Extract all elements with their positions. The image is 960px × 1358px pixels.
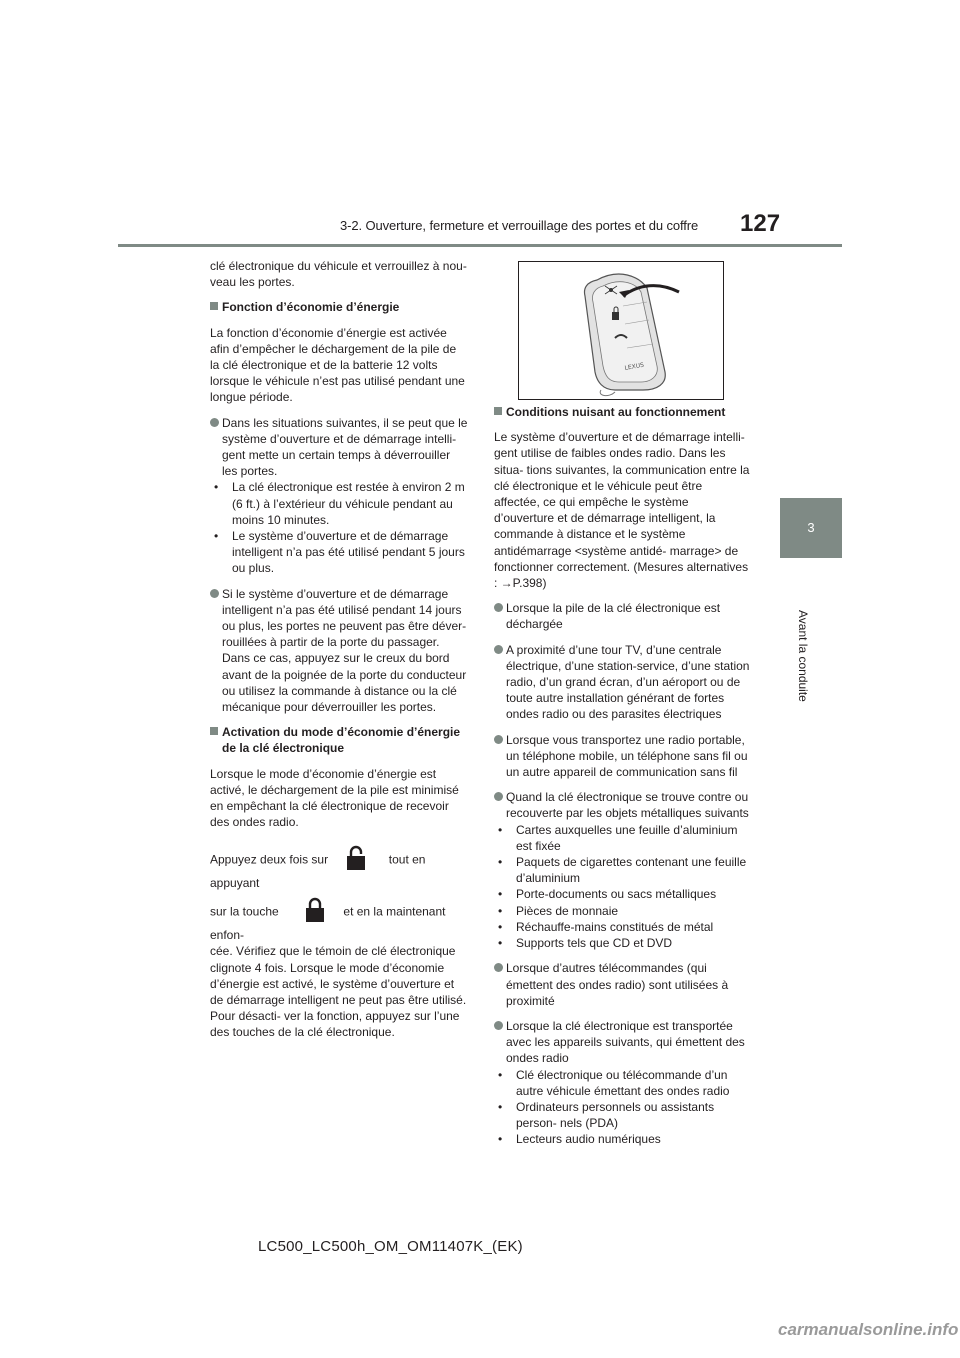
sub-item: • Pièces de monnaie: [494, 903, 750, 919]
round-bullet-item: [494, 732, 750, 781]
electronic-key-image: [519, 262, 723, 399]
sub-item: • Paquets de cigarettes contenant une feuille d’aluminium: [494, 854, 750, 886]
sub-item: • Cartes auxquelles une feuille d’aluminium est fixée: [494, 822, 750, 854]
chapter-tab: 3: [780, 498, 842, 558]
paragraph: Lorsque le mode d’économie d’énergie est activé, le déchargement de la pile est minimisé en empêchant la clé électronique de recevoir des ondes radio.: [210, 766, 459, 830]
header-title: 3-2. Ouverture, fermeture et verrouillage des portes et du coffre: [340, 218, 699, 233]
round-bullet-item: [494, 1018, 750, 1148]
round-bullet-icon: [210, 418, 219, 427]
bullet-text: Dans les situations suivantes, il se peut que le système d’ouverture et de démarrage intelli- gent mette un certain temps à déverrouiller les portes.: [222, 415, 468, 479]
square-bullet-icon: [494, 407, 502, 415]
watermark: carmanualsonline.info: [778, 1320, 959, 1339]
bullet-text: Lorsque la pile de la clé électronique est déchargée: [506, 601, 721, 632]
footer-code: LC500_LC500h_OM_OM11407K_(EK): [258, 1238, 523, 1255]
section-heading: [210, 724, 468, 756]
round-bullet-item: [210, 586, 468, 716]
bullet-text: Lorsque d’autres télécommandes (qui émettent des ondes radio) sont utilisées à proximité: [506, 961, 729, 1008]
left-column: [210, 258, 468, 1050]
round-bullet-item: [494, 642, 750, 723]
key-illustration: [518, 261, 724, 400]
round-bullet-item: [494, 600, 750, 632]
instruction-text: sur la touche: [210, 904, 279, 919]
heading-text: Activation du mode d’économie d’énergie de la clé électronique: [222, 725, 461, 756]
round-bullet-icon: [210, 589, 219, 598]
bullet-text: Lorsque la clé électronique est transportée avec les appareils suivants, qui émettent des ondes radio: [506, 1018, 745, 1066]
header-rule: [118, 244, 842, 247]
round-bullet-item: [494, 960, 750, 1009]
bullet-text: Quand la clé électronique se trouve contre ou recouverte par les objets métalliques suivants: [506, 790, 749, 821]
instruction-line: [210, 845, 468, 891]
sub-item: • Lecteurs audio numériques: [494, 1131, 750, 1147]
lock-icon: [345, 845, 367, 875]
instruction-text: Appuyez deux fois sur: [210, 851, 329, 866]
instruction-line: [210, 897, 468, 943]
sub-item: • La clé électronique est restée à environ 2 m (6 ft.) à l’extérieur du véhicule pendant au moins 10 minutes.: [210, 479, 468, 528]
sub-list: [210, 479, 468, 576]
square-bullet-icon: [210, 727, 218, 735]
bullet-text: A proximité d’une tour TV, d’une centrale électrique, d’une station-service, d’une station radio, d’un grand écran, d’un aéroport ou de toute autre installation générant de fortes ondes radio ou des parasites électriques: [506, 642, 750, 722]
svg-text:LEXUS: LEXUS: [624, 361, 645, 372]
round-bullet-icon: [494, 645, 503, 654]
sub-item: • Ordinateurs personnels ou assistants person- nels (PDA): [494, 1099, 750, 1131]
heading-text: Conditions nuisant au fonctionnement: [506, 405, 726, 419]
lock-icon: [304, 897, 326, 927]
instruction-text: tout en appuyant: [210, 851, 426, 890]
sub-item: • Le système d’ouverture et de démarrage intelligent n’a pas été utilisé pendant 5 jours ou plus.: [210, 528, 468, 577]
round-bullet-item: [210, 415, 468, 577]
chapter-label: Avant la conduite: [796, 610, 810, 702]
sub-item: • Clé électronique ou télécommande d’un autre véhicule émettant des ondes radio: [494, 1067, 750, 1099]
round-bullet-icon: [494, 792, 503, 801]
sub-item: • Supports tels que CD et DVD: [494, 935, 750, 951]
bullet-text: Lorsque vous transportez une radio portable, un téléphone mobile, un téléphone sans fil ou un autre appareil de communication sans fil: [506, 732, 748, 780]
round-bullet-icon: [494, 603, 503, 612]
section-heading: [494, 404, 750, 420]
intro-text: clé électronique du véhicule et verrouillez à nou- veau les portes.: [210, 259, 467, 290]
sub-item: • Réchauffe-mains constitués de métal: [494, 919, 750, 935]
round-bullet-icon: [494, 1021, 503, 1030]
square-bullet-icon: [210, 302, 218, 310]
sub-list: [494, 1067, 750, 1148]
paragraph: Le système d’ouverture et de démarrage intelli- gent utilise de faibles ondes radio. Dans les situa- tions suivantes, la communication entre la clé électronique et le véhicule peut être affectée, ce qui empêche le système d’ouverture et de démarrage intelligent, la commande à distance et le système antidémarrage <système antidé- marrage> de fonctionner correctement. (Mesures alternatives : →P.398): [494, 430, 750, 591]
page-number: 127: [740, 210, 781, 237]
paragraph: cée. Vérifiez que le témoin de clé électronique clignote 4 fois. Lorsque le mode d’économie d’énergie est activé, le système d’ouverture et de démarrage intelligent ne peut pas être utilisé. Pour désacti- ver la fonction, appuyez sur l’une des touches de la clé électronique.: [210, 944, 467, 1040]
right-column: [494, 404, 750, 1157]
sub-list: [494, 822, 750, 952]
section-heading: [210, 299, 468, 315]
round-bullet-icon: [494, 735, 503, 744]
paragraph: La fonction d’économie d’énergie est activée afin d’empêcher le déchargement de la pile de la clé électronique et de la batterie 12 volts lorsque le véhicule n’est pas utilisé pendant une longue période.: [210, 325, 465, 405]
round-bullet-item: [494, 789, 750, 951]
bullet-text: Si le système d’ouverture et de démarrage intelligent n’a pas été utilisé pendant 14 jours ou plus, les portes ne peuvent pas être déver- rouillées à partir de la porte du passager. Dans ce cas, appuyez sur le creux du bord avant de la poignée de la porte du conducteur ou utilisez la commande à distance ou la clé mécanique pour déverrouiller les portes.: [222, 586, 467, 715]
heading-text: Fonction d’économie d’énergie: [222, 300, 400, 315]
instruction-text: et en la maintenant enfon-: [210, 904, 446, 943]
sub-item: • Porte-documents ou sacs métalliques: [494, 886, 750, 902]
round-bullet-icon: [494, 963, 503, 972]
